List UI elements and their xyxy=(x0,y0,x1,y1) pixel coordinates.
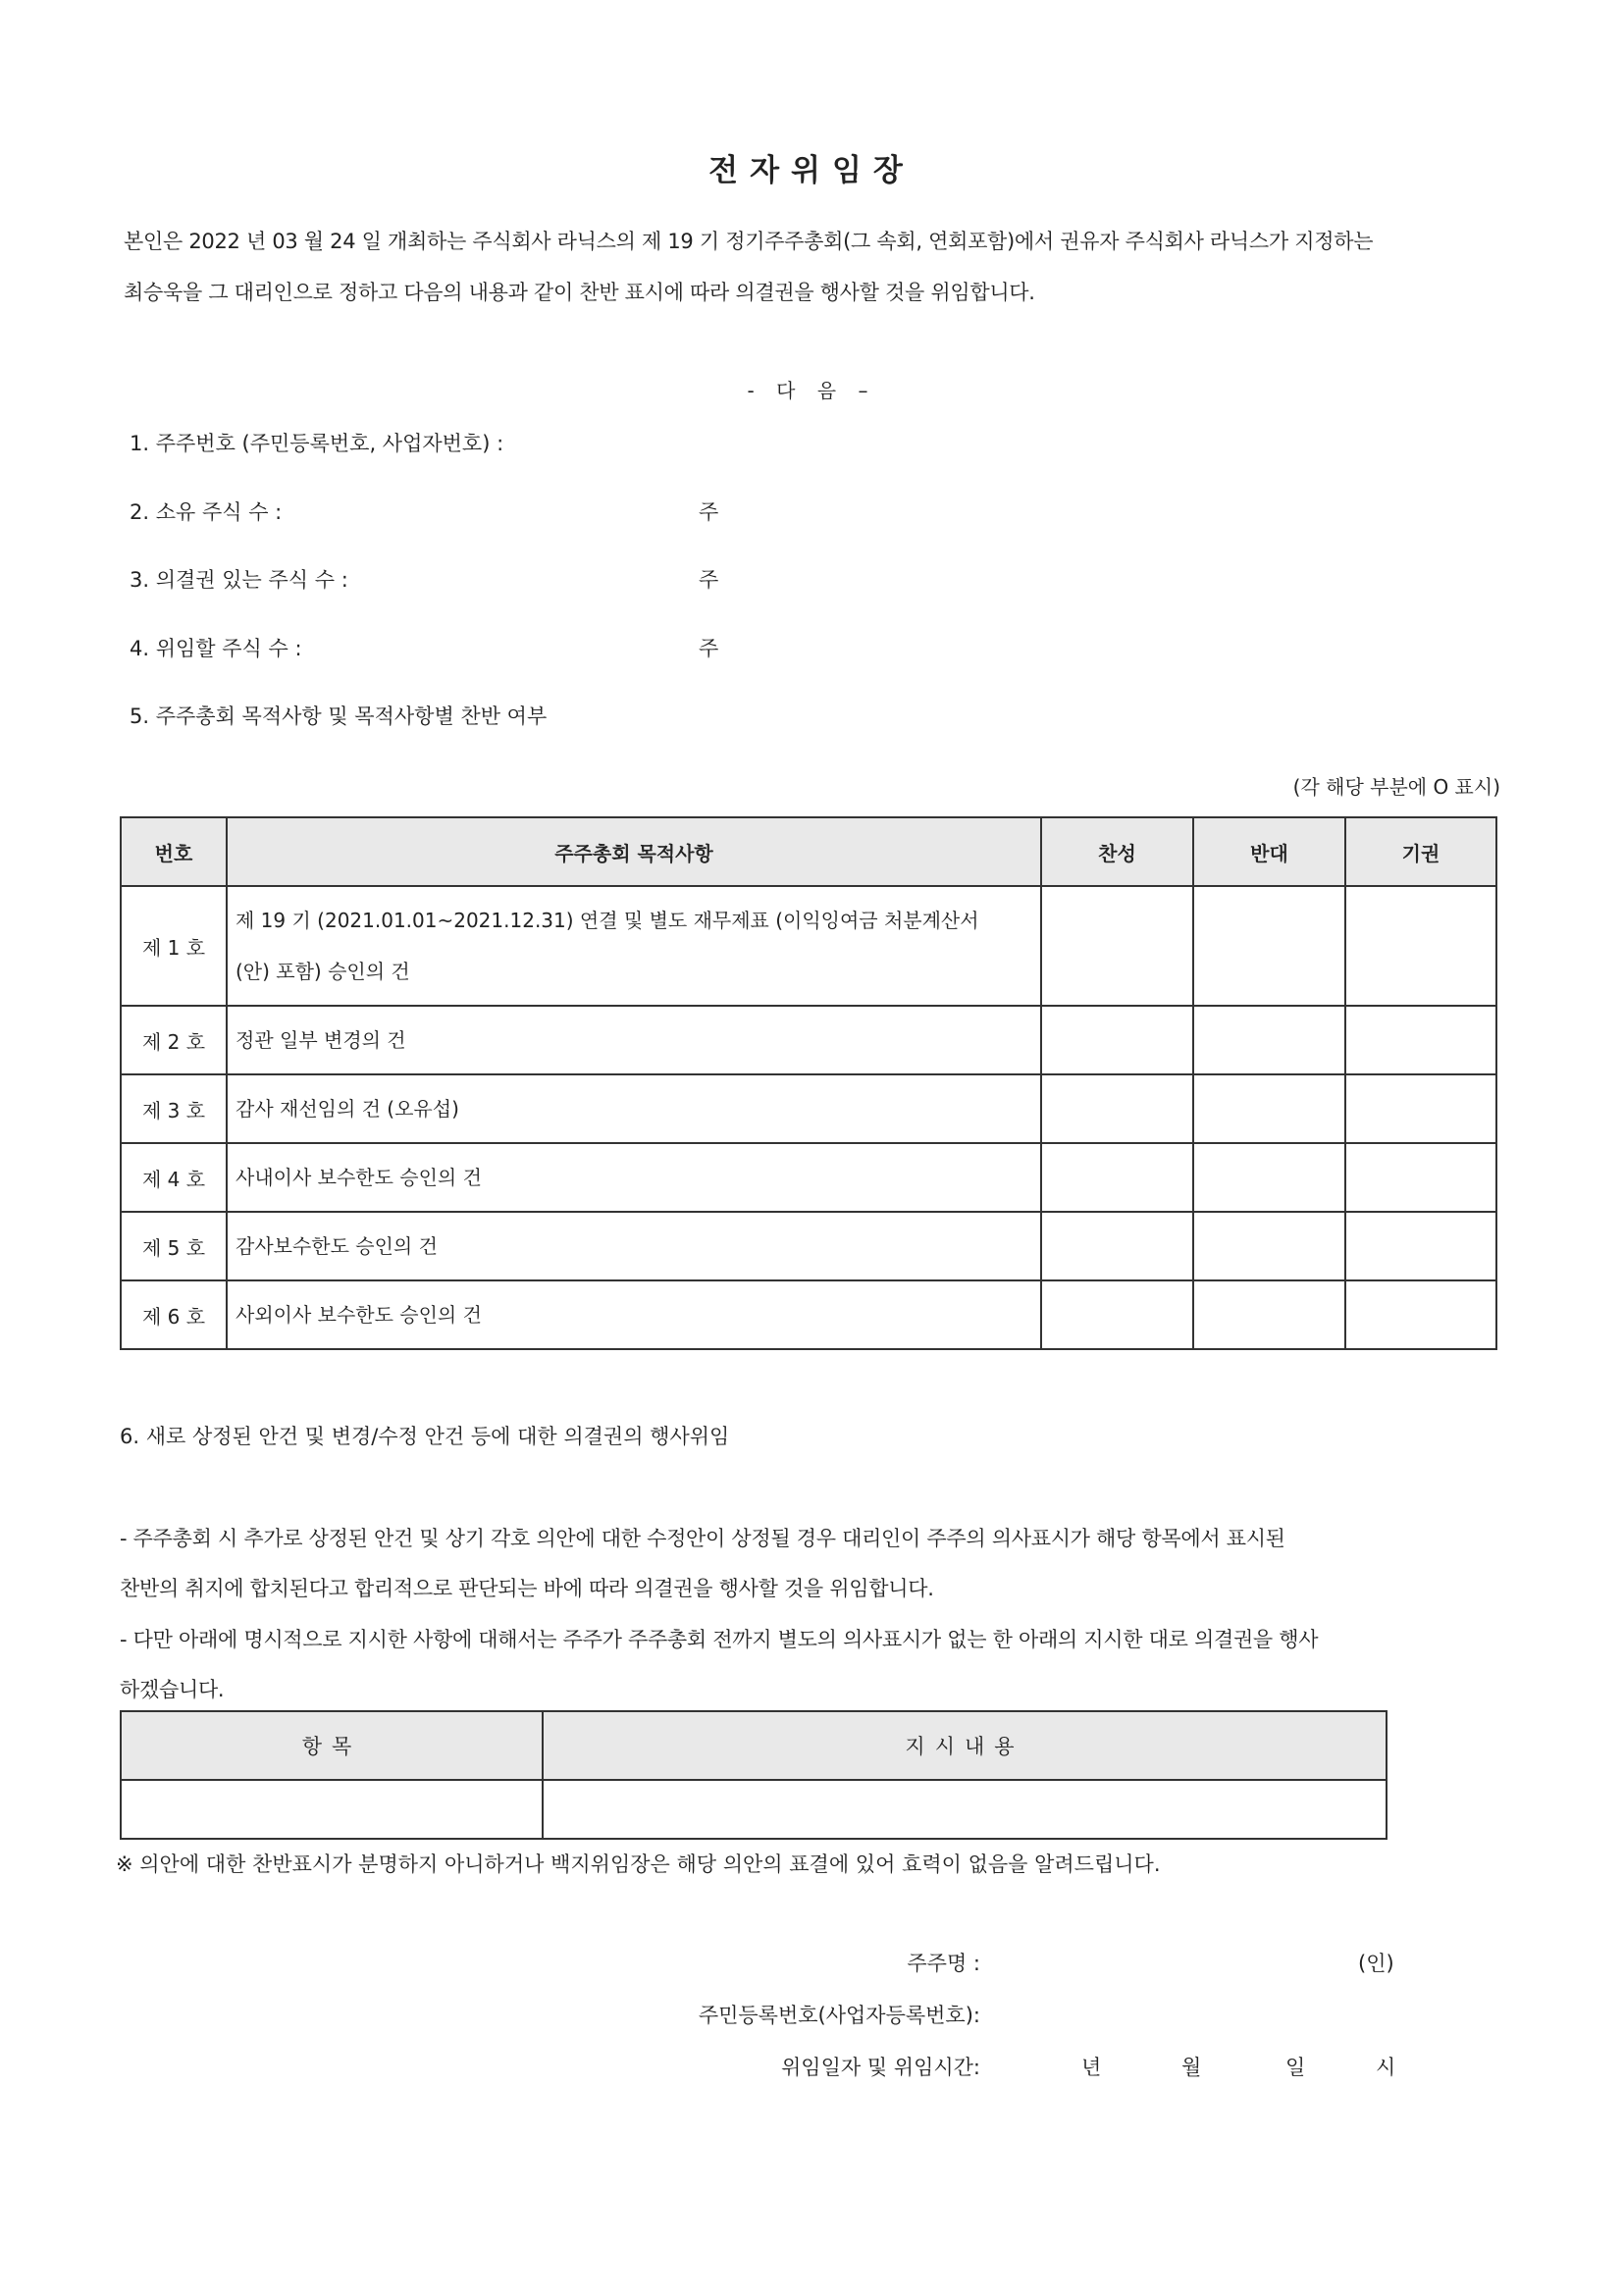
agenda-number: 제 6 호 xyxy=(121,1280,227,1349)
delegated-shares-unit: 주 xyxy=(699,637,719,660)
header-abstain: 기권 xyxy=(1345,817,1496,886)
agenda-number: 제 5 호 xyxy=(121,1212,227,1280)
agenda-row-6 xyxy=(121,1280,1496,1349)
agenda-table xyxy=(120,816,1497,1350)
footnote: ※ 의안에 대한 찬반표시가 분명하지 아니하거나 백지위임장은 해당 의안의 표결에 있어 효력이 없음을 알려드립니다. xyxy=(116,1852,1161,1876)
mark-instruction: (각 해당 부분에 O 표시) xyxy=(1292,775,1500,799)
instruction-header-row xyxy=(121,1711,1387,1780)
agenda-number: 제 2 호 xyxy=(121,1006,227,1074)
agenda-subject-line-1: 제 19 기 (2021.01.01~2021.12.31) 연결 및 별도 재무제표 (이익잉여금 처분계산서 xyxy=(236,909,979,932)
voting-shares-unit: 주 xyxy=(699,568,719,592)
vote-against-cell[interactable] xyxy=(1193,1074,1345,1143)
agenda-row-4 xyxy=(121,1143,1496,1212)
section-6-paragraph-1-line-1: - 주주총회 시 추가로 상정된 안건 및 상기 각호 의안에 대한 수정안이 상정될 경우 대리인이 주주의 의사표시가 해당 항목에서 표시된 xyxy=(120,1527,1285,1550)
item-shareholder-number: 1. 주주번호 (주민등록번호, 사업자번호) : xyxy=(130,432,504,455)
agenda-row-1 xyxy=(121,886,1496,1006)
section-divider-label: - 다 음 – xyxy=(747,379,876,402)
agenda-number: 제 4 호 xyxy=(121,1143,227,1212)
vote-for-cell[interactable] xyxy=(1041,1143,1193,1212)
day-label: 일 xyxy=(1285,2056,1306,2079)
intro-line-2: 최승욱을 그 대리인으로 정하고 다음의 내용과 같이 찬반 표시에 따라 의결권을 행사할 것을 위임합니다. xyxy=(124,281,1035,304)
document-title: 전자위임장 xyxy=(708,153,915,188)
agenda-subject-line-2: (안) 포함) 승인의 건 xyxy=(236,960,410,983)
intro-line-1: 본인은 2022 년 03 월 24 일 개최하는 주식회사 라닉스의 제 19 기 정기주주총회(그 속회, 연회포함)에서 권유자 주식회사 라닉스가 지정하는 xyxy=(124,230,1374,253)
month-label: 월 xyxy=(1181,2056,1202,2079)
agenda-subject: 감사보수한도 승인의 건 xyxy=(227,1212,1041,1280)
delegation-datetime-label: 위임일자 및 위임시간: xyxy=(781,2056,980,2079)
vote-against-cell[interactable] xyxy=(1193,1212,1345,1280)
section-6-heading: 6. 새로 상정된 안건 및 변경/수정 안건 등에 대한 의결권의 행사위임 xyxy=(120,1425,730,1448)
vote-abstain-cell[interactable] xyxy=(1345,1006,1496,1074)
agenda-row-3 xyxy=(121,1074,1496,1143)
shareholder-name-label: 주주명 : xyxy=(907,1952,980,1975)
vote-abstain-cell[interactable] xyxy=(1345,1280,1496,1349)
item-delegated-shares: 4. 위임할 주식 수 : xyxy=(130,637,302,660)
instruction-item-cell[interactable] xyxy=(121,1780,543,1839)
vote-against-cell[interactable] xyxy=(1193,1280,1345,1349)
vote-for-cell[interactable] xyxy=(1041,1280,1193,1349)
item-voting-shares: 3. 의결권 있는 주식 수 : xyxy=(130,568,348,592)
owned-shares-unit: 주 xyxy=(699,500,719,524)
seal-mark: (인) xyxy=(1358,1952,1394,1975)
instruction-table xyxy=(120,1710,1387,1840)
year-label: 년 xyxy=(1081,2056,1102,2079)
vote-for-cell[interactable] xyxy=(1041,886,1193,1006)
agenda-row-5 xyxy=(121,1212,1496,1280)
agenda-number: 제 1 호 xyxy=(121,886,227,1006)
section-6-paragraph-2-line-2: 하겠습니다. xyxy=(120,1678,225,1701)
vote-against-cell[interactable] xyxy=(1193,886,1345,1006)
vote-for-cell[interactable] xyxy=(1041,1006,1193,1074)
header-instruction: 지시내용 xyxy=(543,1711,1387,1780)
header-for: 찬성 xyxy=(1041,817,1193,886)
agenda-subject xyxy=(227,886,1041,1006)
vote-against-cell[interactable] xyxy=(1193,1143,1345,1212)
agenda-number: 제 3 호 xyxy=(121,1074,227,1143)
agenda-subject: 사외이사 보수한도 승인의 건 xyxy=(227,1280,1041,1349)
vote-abstain-cell[interactable] xyxy=(1345,1212,1496,1280)
section-6-paragraph-1-line-2: 찬반의 취지에 합치된다고 합리적으로 판단되는 바에 따라 의결권을 행사할 것을 위임합니다. xyxy=(120,1577,934,1600)
header-item: 항목 xyxy=(121,1711,543,1780)
item-agenda-vote: 5. 주주총회 목적사항 및 목적사항별 찬반 여부 xyxy=(130,704,548,728)
hour-label: 시 xyxy=(1376,2056,1396,2079)
vote-abstain-cell[interactable] xyxy=(1345,886,1496,1006)
vote-for-cell[interactable] xyxy=(1041,1074,1193,1143)
registration-number-label: 주민등록번호(사업자등록번호): xyxy=(698,2004,980,2027)
instruction-row xyxy=(121,1780,1387,1839)
agenda-header-row xyxy=(121,817,1496,886)
agenda-subject: 사내이사 보수한도 승인의 건 xyxy=(227,1143,1041,1212)
item-owned-shares: 2. 소유 주식 수 : xyxy=(130,500,283,524)
header-subject: 주주총회 목적사항 xyxy=(227,817,1041,886)
agenda-subject: 감사 재선임의 건 (오유섭) xyxy=(227,1074,1041,1143)
vote-against-cell[interactable] xyxy=(1193,1006,1345,1074)
agenda-row-2 xyxy=(121,1006,1496,1074)
header-against: 반대 xyxy=(1193,817,1345,886)
header-number: 번호 xyxy=(121,817,227,886)
section-6-paragraph-2-line-1: - 다만 아래에 명시적으로 지시한 사항에 대해서는 주주가 주주총회 전까지 별도의 의사표시가 없는 한 아래의 지시한 대로 의결권을 행사 xyxy=(120,1628,1319,1651)
vote-for-cell[interactable] xyxy=(1041,1212,1193,1280)
agenda-subject: 정관 일부 변경의 건 xyxy=(227,1006,1041,1074)
instruction-content-cell[interactable] xyxy=(543,1780,1387,1839)
vote-abstain-cell[interactable] xyxy=(1345,1074,1496,1143)
vote-abstain-cell[interactable] xyxy=(1345,1143,1496,1212)
